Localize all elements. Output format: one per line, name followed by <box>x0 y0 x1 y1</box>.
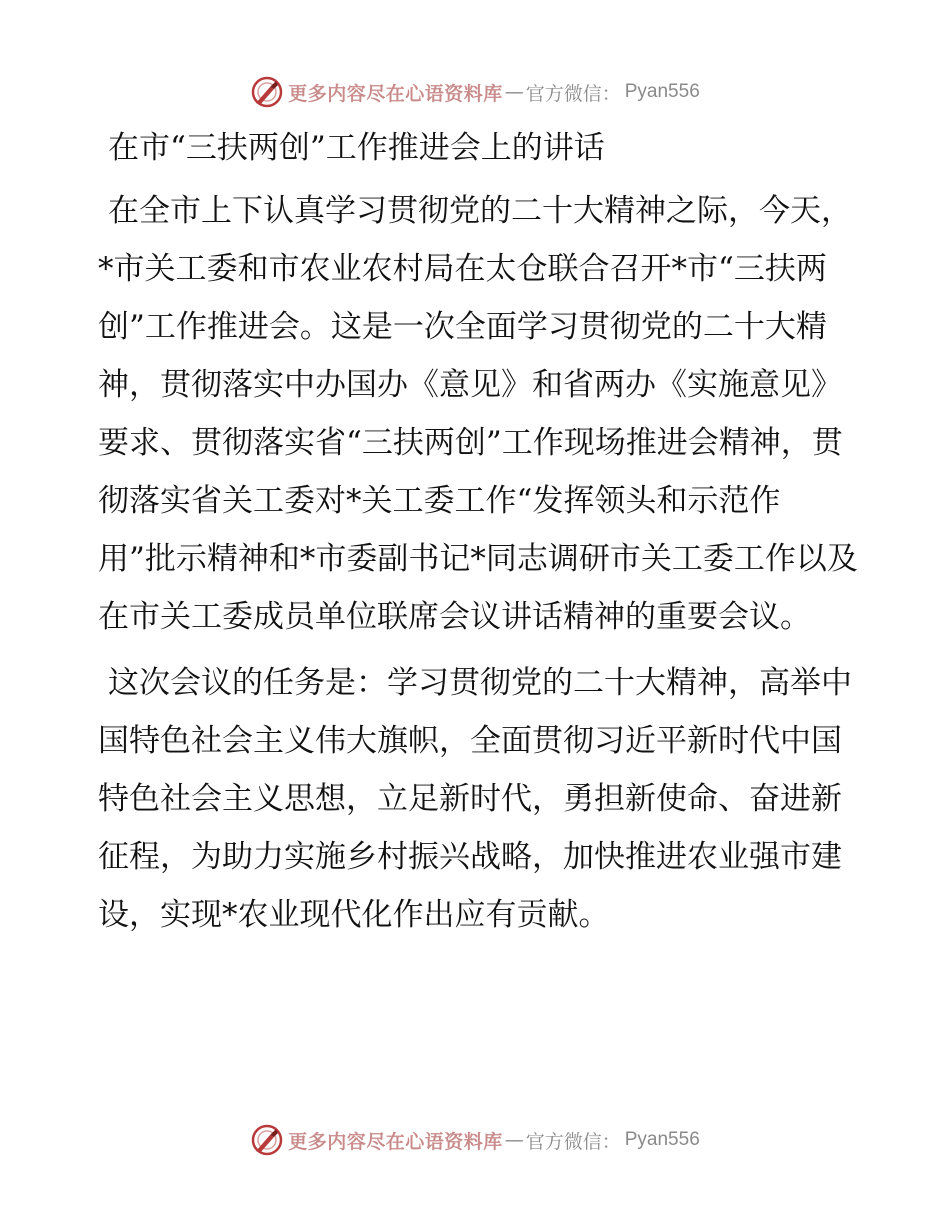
watermark-dash: — <box>504 1129 524 1151</box>
watermark-wechat-label: 官方微信： <box>525 1130 621 1153</box>
red-pen-circle-icon <box>250 75 284 109</box>
watermark-brand-text: 更多内容尽在心语资料库 <box>288 82 503 105</box>
watermark-wechat-id: Pyan556 <box>624 1129 700 1150</box>
document-body <box>98 122 858 952</box>
watermark-header <box>0 72 950 112</box>
document-title: 在市“三扶两创”工作推进会上的讲话 <box>108 130 605 166</box>
watermark-dash: — <box>504 81 524 103</box>
red-pen-circle-icon <box>250 1123 284 1157</box>
paragraph-2: 这次会议的任务是：学习贯彻党的二十大精神，高举中国特色社会主义伟大旗帜，全面贯彻习近平新时代中国特色社会主义思想，立足新时代，勇担新使命、奋进新征程，为助力实施乡村振兴战略，加快推进农业强市建设，实现*农业现代化作出应有贡献。 <box>98 665 852 933</box>
watermark-footer <box>0 1120 950 1160</box>
watermark-wechat-label: 官方微信： <box>525 82 621 105</box>
watermark-brand-text: 更多内容尽在心语资料库 <box>288 1130 503 1153</box>
paragraph-1: 在全市上下认真学习贯彻党的二十大精神之际，今天，*市关工委和市农业农村局在太仓联合召开*市“三扶两创”工作推进会。这是一次全面学习贯彻党的二十大精神，贯彻落实中办国办《意见》和省两办《实施意见》要求、贯彻落实省“三扶两创”工作现场推进会精神，贯彻落实省关工委对*关工委工作“发挥领头和示范作用”批示精神和*市委副书记*同志调研市关工委工作以及在市关工委成员单位联席会议讲话精神的重要会议。 <box>98 193 858 635</box>
watermark-wechat-id: Pyan556 <box>624 81 700 102</box>
